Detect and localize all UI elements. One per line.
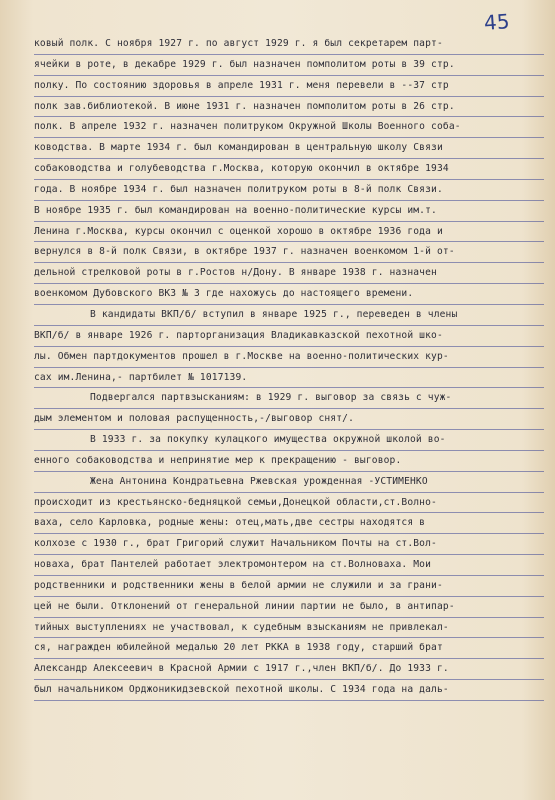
- text-line: колхозе с 1930 г., брат Григорий служит Начальником Почты на ст.Вол-: [34, 534, 544, 555]
- text-line: ся, награжден юбилейной медалью 20 лет РККА в 1938 году, старший брат: [34, 638, 544, 659]
- text-line: военкомом Дубовского ВКЗ № 3 где нахожусь до настоящего времени.: [34, 284, 544, 305]
- text-line: В 1933 г. за покупку кулацкого имущества окружной школой во-: [34, 430, 544, 451]
- page-number: 45: [483, 9, 511, 35]
- text-line: новаха, брат Пантелей работает электромонтером на ст.Волноваха. Мои: [34, 555, 544, 576]
- text-line: родственники и родственники жены в белой армии не служили и за грани-: [34, 576, 544, 597]
- typed-text-body: [34, 34, 544, 701]
- text-line: тийных выступлениях не участвовал, к судебным взысканиям не привлекал-: [34, 618, 544, 639]
- text-line: ячейки в роте, в декабре 1929 г. был назначен помполитом роты в 39 стр.: [34, 55, 544, 76]
- text-line: года. В ноябре 1934 г. был назначен политруком роты в 8-й полк Связи.: [34, 180, 544, 201]
- text-line: происходит из крестьянско-бедняцкой семьи,Донецкой области,ст.Волно-: [34, 493, 544, 514]
- text-line: дым элементом и половая распущенность,-/выговор снят/.: [34, 409, 544, 430]
- text-line: полк зав.библиотекой. В июне 1931 г. назначен помполитом роты в 26 стр.: [34, 97, 544, 118]
- text-line: ковый полк. С ноября 1927 г. по август 1929 г. я был секретарем парт-: [34, 34, 544, 55]
- text-line: вернулся в 8-й полк Связи, в октябре 1937 г. назначен военкомом 1-й от-: [34, 242, 544, 263]
- text-line: Ленина г.Москва, курсы окончил с оценкой хорошо в октябре 1936 года и: [34, 222, 544, 243]
- text-line: ководства. В марте 1934 г. был командирован в центральную школу Связи: [34, 138, 544, 159]
- text-line: полку. По состоянию здоровья в апреле 1931 г. меня перевели в --37 стр: [34, 76, 544, 97]
- text-line: Александр Алексеевич в Красной Армии с 1917 г.,член ВКП/б/. До 1933 г.: [34, 659, 544, 680]
- text-line: ВКП/б/ в январе 1926 г. парторганизация Владикавказской пехотной шко-: [34, 326, 544, 347]
- text-line: ваха, село Карловка, родные жены: отец,мать,две сестры находятся в: [34, 513, 544, 534]
- text-line: сах им.Ленина,- партбилет № 1017139.: [34, 368, 544, 389]
- text-line: полк. В апреле 1932 г. назначен политруком Окружной Школы Военного соба-: [34, 117, 544, 138]
- text-line: В кандидаты ВКП/б/ вступил в январе 1925 г., переведен в члены: [34, 305, 544, 326]
- text-line: енного собаководства и непринятие мер к прекращению - выговор.: [34, 451, 544, 472]
- text-line: В ноябре 1935 г. был командирован на военно-политические курсы им.т.: [34, 201, 544, 222]
- text-line: лы. Обмен партдокументов прошел в г.Москве на военно-политических кур-: [34, 347, 544, 368]
- text-line: собаководства и голубеводства г.Москва, которую окончил в октябре 1934: [34, 159, 544, 180]
- text-line: Жена Антонина Кондратьевна Ржевская урожденная -УСТИМЕНКО: [34, 472, 544, 493]
- text-line: Подвергался партвзысканиям: в 1929 г. выговор за связь с чуж-: [34, 388, 544, 409]
- text-line: цей не были. Отклонений от генеральной линии партии не было, в антипар-: [34, 597, 544, 618]
- text-line: дельной стрелковой роты в г.Ростов н/Дону. В январе 1938 г. назначен: [34, 263, 544, 284]
- text-line: был начальником Орджоникидзевской пехотной школы. С 1934 года на даль-: [34, 680, 544, 701]
